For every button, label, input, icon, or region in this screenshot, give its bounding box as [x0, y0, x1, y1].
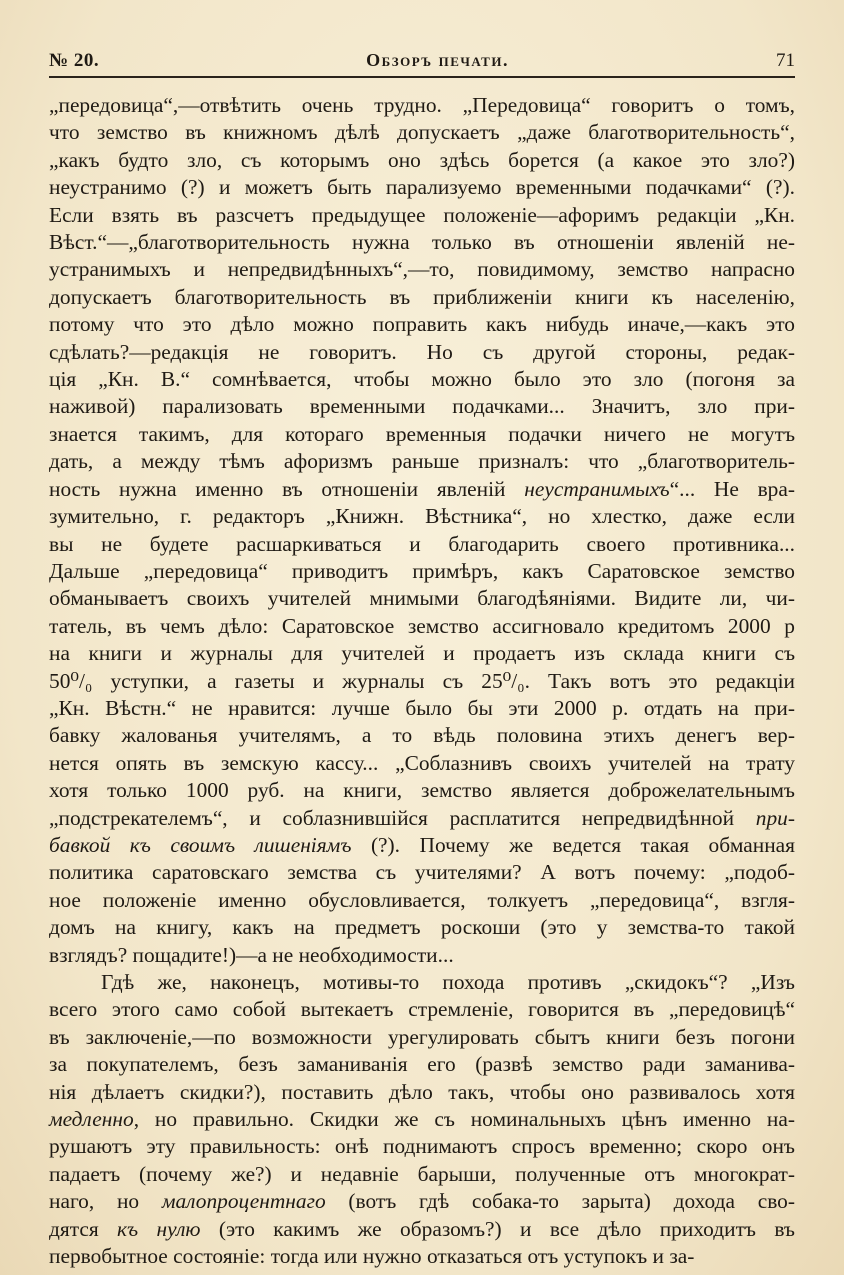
section-title: Обзоръ печати.	[366, 50, 509, 70]
text-line: „какъ будто зло, съ которымъ оно здѣсь борется (а какое это зло?)	[49, 147, 795, 172]
text-line: ное положеніе именно обусловливается, толкуетъ „передовица“, взгля-	[49, 887, 795, 912]
text-line: допускаетъ благотворительность въ приближеніи книги къ населенію,	[49, 284, 795, 309]
text-line: нія дѣлаетъ скидки?), поставить дѣло такъ, чтобы оно развивалось хотя	[49, 1079, 795, 1104]
text-line: нется опять въ земскую кассу... „Соблазнивъ своихъ учителей на трату	[49, 750, 795, 775]
text-line: политика саратовскаго земства съ учителями? А вотъ почему: „подоб-	[49, 860, 795, 885]
text-line: домъ на книгу, какъ на предметъ роскоши (это у земства-то такой	[49, 915, 795, 940]
text-line: Если взять въ разсчетъ предыдущее положеніе—афоримъ редакціи „Кн.	[49, 202, 795, 227]
text-line: сдѣлать?—редакція не говоритъ. Но съ другой стороны, редак-	[49, 339, 795, 364]
text-line: Гдѣ же, наконецъ, мотивы-то похода противъ „скидокъ“? „Изъ	[101, 970, 795, 994]
text-line: всего этого само собой вытекаетъ стремленіе, говорится въ „передовицѣ“	[49, 997, 795, 1022]
text-line: знается такимъ, для котораго временныя подачки ничего не могутъ	[49, 421, 795, 446]
article-body	[49, 92, 795, 1270]
text-line: за покупателемъ, безъ заманиванія его (развѣ земство ради заманива-	[49, 1052, 795, 1077]
text-line: хотя только 1000 руб. на книги, земство является доброжелательнымъ	[49, 778, 795, 803]
header-rule	[49, 76, 795, 78]
text-line: наживой) парализовать временными подачками... Значитъ, зло при-	[49, 394, 795, 419]
text-line: падаетъ (почему же?) и недавніе барыши, полученные отъ многократ-	[49, 1161, 795, 1186]
text-line: „Кн. Вѣстн.“ не нравится: лучше было бы эти 2000 р. отдать на при-	[49, 695, 795, 720]
text-line: „передовица“,—отвѣтить очень трудно. „Передовица“ говоритъ о томъ,	[49, 93, 795, 117]
text-line: дятся къ нулю (это какимъ же образомъ?) и все дѣло приходитъ въ	[49, 1216, 795, 1241]
running-header	[49, 50, 795, 76]
text-line: рушаютъ эту правильность: онѣ поднимаютъ спросъ временно; скоро онъ	[49, 1134, 795, 1159]
text-line: обманываетъ своихъ учителей мнимыми благодѣяніями. Видите ли, чи-	[49, 586, 795, 611]
text-line: въ заключеніе,—по возможности урегулировать сбытъ книги безъ погони	[49, 1024, 795, 1049]
issue-number: № 20.	[49, 50, 100, 71]
text-line: что земство въ книжномъ дѣлѣ допускаетъ „даже благотворительность“,	[49, 120, 795, 145]
text-line: наго, но малопроцентнаго (вотъ гдѣ собака-то зарыта) дохода сво-	[49, 1189, 795, 1214]
text-line: бавкой къ своимъ лишеніямъ (?). Почему же ведется такая обманная	[49, 832, 796, 857]
text-line: Вѣст.“—„благотворительность нужна только въ отношеніи явленій не-	[49, 230, 795, 255]
text-line: татель, въ чемъ дѣло: Саратовское земство ассигновало кредитомъ 2000 р	[49, 613, 795, 638]
text-line: потому что это дѣло можно поправить какъ нибудь иначе,—какъ это	[49, 312, 795, 337]
text-line: на книги и журналы для учителей и продаетъ изъ склада книги съ	[49, 641, 795, 666]
text-line: бавку жалованья учителямъ, а то вѣдь половина этихъ денегъ вер-	[49, 723, 795, 748]
text-line: ность нужна именно въ отношеніи явленій неустранимыхъ“... Не вра-	[49, 476, 795, 501]
text-line: медленно, но правильно. Скидки же съ номинальныхъ цѣнъ именно на-	[49, 1107, 795, 1132]
text-line: ція „Кн. В.“ сомнѣвается, чтобы можно было это зло (погоня за	[49, 367, 795, 392]
text-line: Дальше „передовица“ приводитъ примѣръ, какъ Саратовское земство	[49, 558, 795, 583]
text-line: первобытное состояніе: тогда или нужно отказаться отъ уступокъ и за-	[49, 1244, 695, 1269]
text-line: взглядъ? пощадите!)—а не необходимости...	[49, 942, 454, 967]
text-line: зумительно, г. редакторъ „Книжн. Вѣстника“, но хлестко, даже если	[49, 504, 795, 529]
paragraph-1	[49, 92, 795, 969]
text-line: вы не будете расшаркиваться и благодарить своего противника...	[49, 531, 795, 556]
text-line: дать, а между тѣмъ афоризмъ раньше призналъ: что „благотворитель-	[49, 449, 795, 474]
text-line: 50⁰/₀ уступки, а газеты и журналы съ 25⁰/₀. Такъ вотъ это редакціи	[49, 668, 795, 693]
text-line: „подстрекателемъ“, и соблазнившійся расплатится непредвидѣнной при-	[49, 805, 795, 830]
paragraph-2	[49, 969, 795, 1270]
text-line: устранимыхъ и непредвидѣнныхъ“,—то, повидимому, земство напрасно	[49, 257, 795, 282]
text-line: неустранимо (?) и можетъ быть парализуемо временными подачками“ (?).	[49, 175, 795, 200]
page-number: 71	[776, 50, 795, 71]
